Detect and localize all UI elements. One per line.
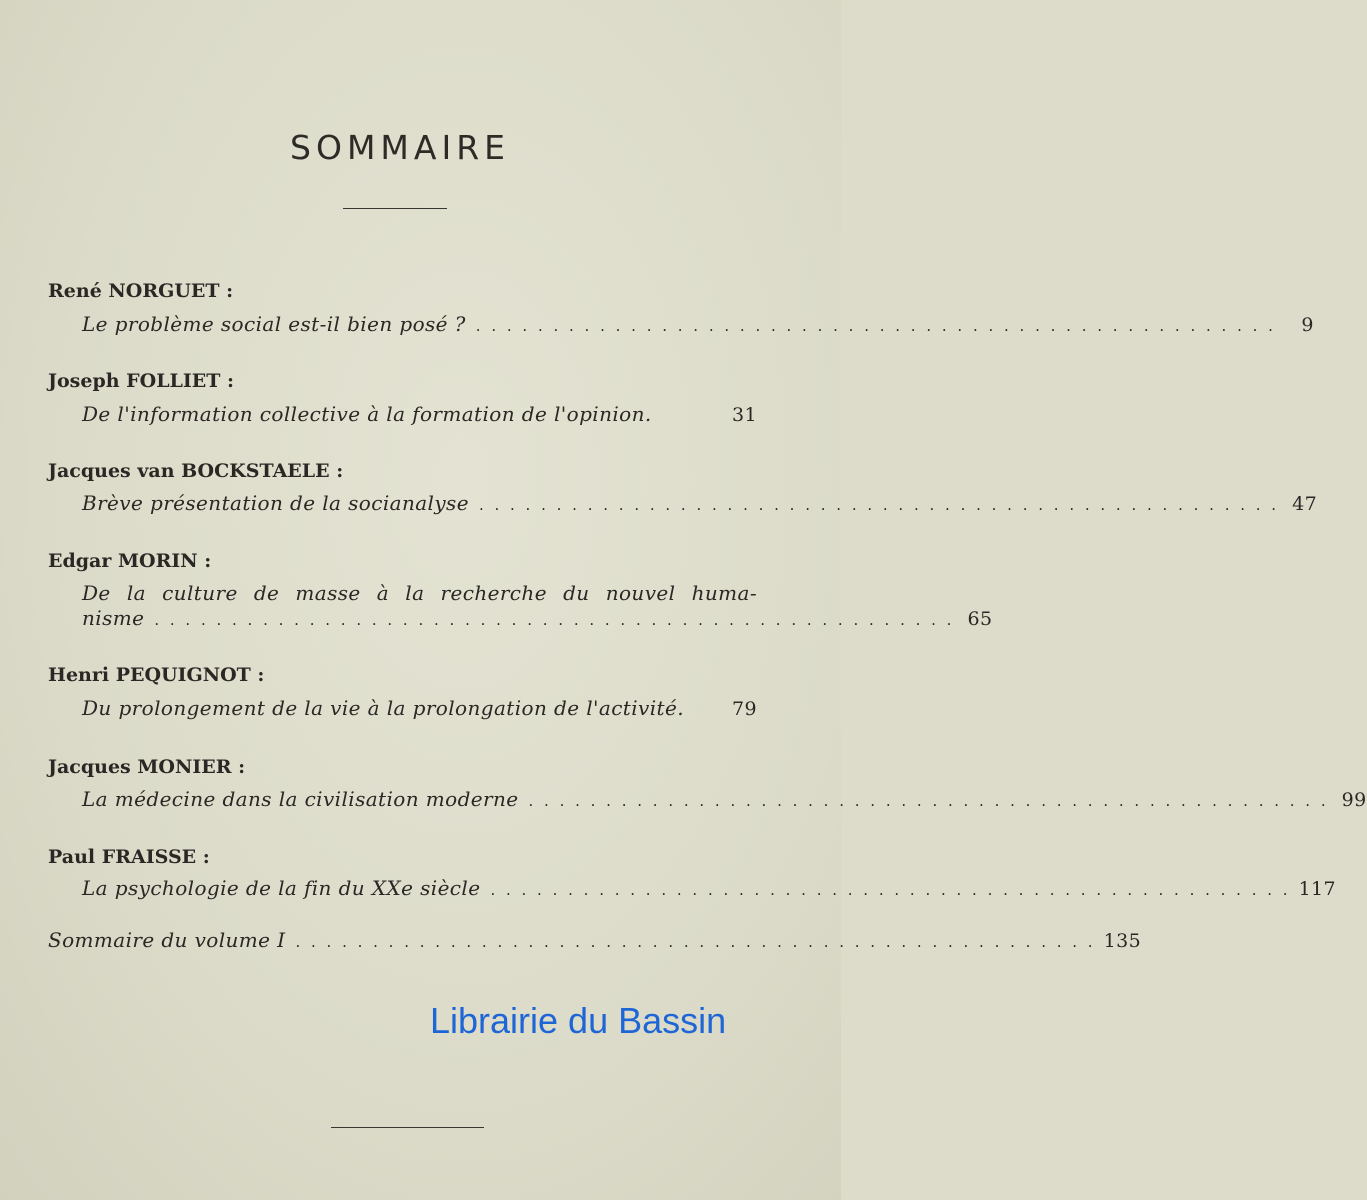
leader-dots: . . . . . . . . . . . . . . . . . . . . . . . . . . . . . . . . . . . . . . . . . . . . . . . . . . . .	[528, 792, 1329, 810]
entry-title: La médecine dans la civilisation moderne	[82, 787, 519, 811]
entry-title: La psychologie de la fin du XXe siècle	[82, 876, 481, 900]
entry-title: Le problème social est-il bien posé ?	[82, 312, 466, 336]
page-number: 65	[967, 608, 993, 630]
page-number: 47	[1292, 493, 1318, 515]
page-number: 9	[1301, 314, 1314, 336]
page-title: SOMMAIRE	[290, 128, 510, 167]
toc-entry-closing	[48, 928, 1142, 952]
entry-title: Sommaire du volume I	[48, 928, 286, 952]
entry-title: Du prolongement de la vie à la prolongation de l'activité.	[82, 696, 684, 720]
toc-entry	[82, 402, 757, 426]
toc-entry	[82, 312, 1314, 336]
toc-entry	[82, 696, 757, 720]
toc-entry	[82, 491, 1318, 515]
page-number: 135	[1103, 930, 1142, 952]
entry-title-line2: nisme	[82, 606, 145, 630]
page-number: 99	[1341, 789, 1367, 811]
bookseller-watermark: Librairie du Bassin	[430, 1000, 727, 1041]
leader-dots: . . . . . . . . . . . . . . . . . . . . . . . . . . . . . . . . . . . . . . . . . . . . . . . . . . . .	[490, 881, 1291, 899]
author-norguet: René NORGUET :	[48, 280, 234, 302]
leader-dots: . . . . . . . . . . . . . . . . . . . . . . . . . . . . . . . . . . . . . . . . . . . . . . . . . . . .	[295, 933, 1096, 951]
bottom-rule	[331, 1127, 484, 1128]
entry-title: Brève présentation de la socianalyse	[82, 491, 469, 515]
toc-entry	[82, 606, 993, 630]
author-van-bockstaele: Jacques van BOCKSTAELE :	[48, 460, 344, 482]
title-rule	[343, 208, 447, 209]
leader-dots: . . . . . . . . . . . . . . . . . . . . . . . . . . . . . . . . . . . . . . . . . . . . . . . . . . . .	[154, 611, 955, 629]
show-through-heading	[185, 178, 197, 222]
author-folliet: Joseph FOLLIET :	[48, 370, 235, 392]
leader-dots: . . . . . . . . . . . . . . . . . . . . . . . . . . . . . . . . . . . . . . . . . . . . . . . . . . . .	[478, 496, 1280, 514]
author-morin: Edgar MORIN :	[48, 550, 212, 572]
page-number: 117	[1298, 878, 1337, 900]
page-number: 79	[732, 698, 757, 720]
author-pequignot: Henri PEQUIGNOT :	[48, 664, 265, 686]
entry-title: De l'information collective à la formation de l'opinion.	[82, 402, 652, 426]
author-fraisse: Paul FRAISSE :	[48, 846, 210, 868]
page-number: 31	[732, 404, 757, 426]
entry-title-line1: De la culture de masse à la recherche du nouvel huma-	[82, 581, 757, 605]
author-monier: Jacques MONIER :	[48, 756, 246, 778]
toc-entry	[82, 876, 1337, 900]
toc-entry	[82, 787, 1367, 811]
leader-dots: . . . . . . . . . . . . . . . . . . . . . . . . . . . . . . . . . . . . . . . . . . . . . . . . . . . .	[475, 317, 1276, 335]
